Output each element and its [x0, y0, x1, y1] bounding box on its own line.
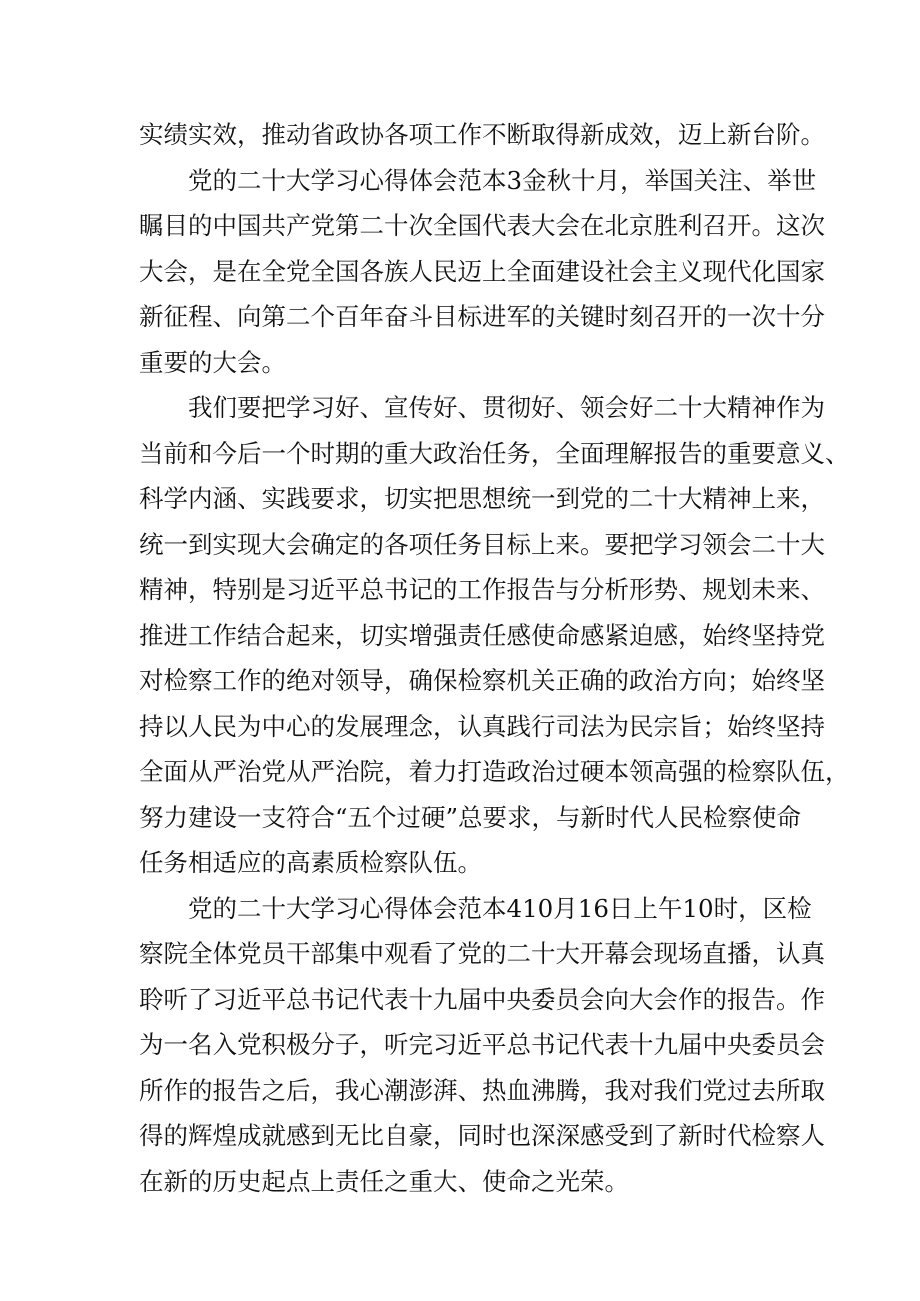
text-line: 努力建设一支符合“五个过硬”总要求，与新时代人民检察使命 [139, 802, 802, 832]
text-line: 精神，特别是习近平总书记的工作报告与分析形势、规划未来、 [139, 575, 825, 604]
text-line: 新征程、向第二个百年奋斗目标进军的关键时刻召开的一次十分 [139, 302, 825, 331]
paragraph-study-spirit [139, 385, 850, 886]
text-line: 科学内涵、实践要求，切实把思想统一到党的二十大精神上来， [139, 484, 825, 513]
text-line: 党的二十大学习心得体会范本3金秋十月，举国关注、举世 [188, 165, 817, 195]
text-line: 所作的报告之后，我心潮澎湃、热血沸腾，我对我们党过去所取 [139, 1075, 825, 1105]
text-line: 当前和今后一个时期的重大政治任务，全面理解报告的重要意义、 [139, 438, 850, 468]
text-line: 我们要把学习好、宣传好、贯彻好、领会好二十大精神作为 [188, 393, 825, 422]
text-line: 在新的历史起点上责任之重大、使命之光荣。 [139, 1166, 629, 1196]
text-line: 聆听了习近平总书记代表十九届中央委员会向大会作的报告。作 [139, 984, 825, 1014]
text-line: 推进工作结合起来，切实增强责任感使命感紧迫感，始终坚持党 [139, 620, 825, 650]
text-line: 对检察工作的绝对领导，确保检察机关正确的政治方向；始终坚 [139, 666, 825, 695]
text-line: 党的二十大学习心得体会范本410月16日上午10时，区检 [188, 893, 812, 923]
text-line: 得的辉煌成就感到无比自豪，同时也深深感受到了新时代检察人 [139, 1121, 825, 1150]
text-line: 重要的大会。 [139, 347, 286, 377]
text-line: 统一到实现大会确定的各项任务目标上来。要把学习领会二十大 [139, 529, 825, 559]
body-text [139, 112, 850, 1204]
text-line: 任务相适应的高素质检察队伍。 [139, 848, 482, 877]
paragraph-sample-3 [139, 158, 825, 386]
text-line: 大会，是在全党全国各族人民迈上全面建设社会主义现代化国家 [139, 256, 825, 286]
text-line: 为一名入党积极分子，听完习近平总书记代表十九届中央委员会 [139, 1030, 825, 1059]
text-line: 察院全体党员干部集中观看了党的二十大开幕会现场直播，认真 [139, 939, 825, 968]
text-line: 瞩目的中国共产党第二十次全国代表大会在北京胜利召开。这次 [139, 211, 825, 240]
paragraph-continuation [139, 112, 825, 158]
text-line: 持以人民为中心的发展理念，认真践行司法为民宗旨；始终坚持 [139, 711, 825, 741]
paragraph-sample-4 [139, 886, 825, 1205]
text-line: 实绩实效，推动省政协各项工作不断取得新成效，迈上新台阶。 [139, 120, 825, 149]
text-line: 全面从严治党从严治院，着力打造政治过硬本领高强的检察队伍， [139, 757, 850, 786]
